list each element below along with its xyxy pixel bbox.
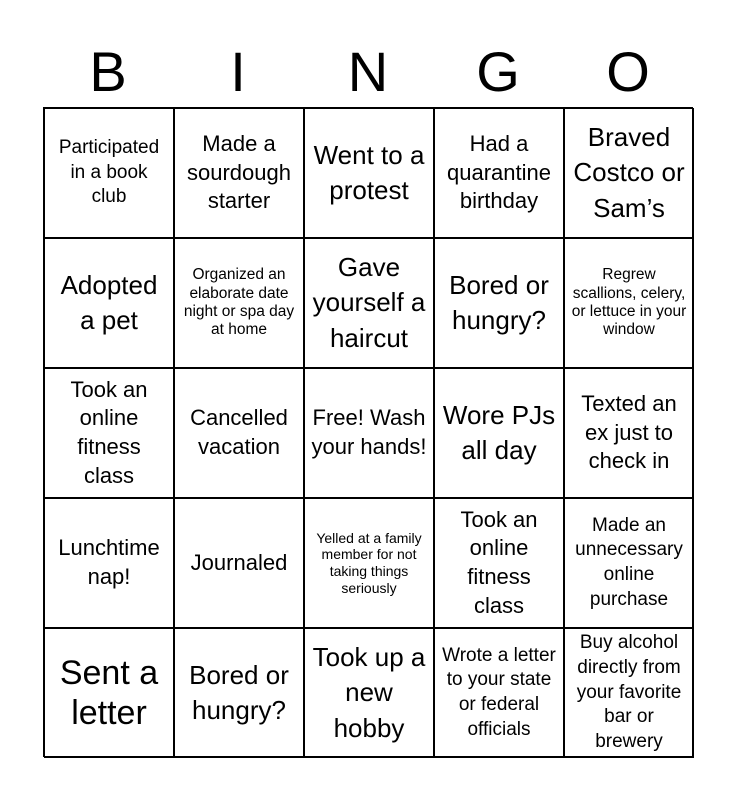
bingo-board <box>43 107 693 757</box>
header-letter-n: N <box>347 40 389 103</box>
bingo-cell[interactable] <box>44 498 174 628</box>
cell-text: Wore PJs all day <box>442 399 556 465</box>
bingo-cell[interactable] <box>304 238 434 368</box>
bingo-cell[interactable] <box>564 108 694 238</box>
cell-text: Lunchtime nap! <box>58 535 160 589</box>
cell-text: Bored or hungry? <box>449 269 549 335</box>
cell-text: Took an online fitness class <box>70 376 148 488</box>
bingo-cell[interactable] <box>174 628 304 758</box>
bingo-cell[interactable] <box>304 498 434 628</box>
bingo-cell[interactable] <box>174 238 304 368</box>
cell-text: Participated in a book club <box>58 136 160 208</box>
bingo-cell[interactable] <box>564 238 694 368</box>
bingo-cell[interactable] <box>434 498 564 628</box>
cell-text: Wrote a letter to your state or federal officials <box>442 644 556 740</box>
cell-text: Went to a protest <box>313 139 425 205</box>
header-letter-g: G <box>476 40 520 103</box>
cell-text: Cancelled vacation <box>190 405 288 459</box>
cell-text: Yelled at a family member for not taking things seriously <box>316 529 422 596</box>
cell-text: Free! Wash your hands! <box>311 405 427 459</box>
bingo-cell[interactable] <box>564 628 694 758</box>
header-letter-o: O <box>606 40 650 103</box>
cell-text: Braved Costco or Sam’s <box>573 122 685 223</box>
cell-text: Adopted a pet <box>60 269 158 335</box>
cell-text: Gave yourself a haircut <box>312 252 426 353</box>
bingo-cell[interactable] <box>564 498 694 628</box>
free-space-cell[interactable] <box>304 368 434 498</box>
cell-text: Took up a new hobby <box>312 642 426 743</box>
cell-text: Journaled <box>190 549 288 575</box>
cell-text: Regrew scallions, celery, or lettuce in your window <box>571 266 687 339</box>
bingo-cell[interactable] <box>174 368 304 498</box>
cell-text: Had a quarantine birthday <box>447 131 551 214</box>
bingo-cell[interactable] <box>434 368 564 498</box>
bingo-cell[interactable] <box>44 368 174 498</box>
header-letter-b: B <box>89 40 127 103</box>
bingo-cell[interactable] <box>174 498 304 628</box>
bingo-cell[interactable] <box>174 108 304 238</box>
bingo-cell[interactable] <box>44 108 174 238</box>
bingo-cell[interactable] <box>304 108 434 238</box>
cell-text: Texted an ex just to check in <box>581 391 677 474</box>
cell-text: Made a sourdough starter <box>187 131 291 214</box>
cell-text: Buy alcohol directly from your favorite bar or brewery <box>576 632 682 753</box>
cell-text: Sent a letter <box>59 653 159 732</box>
bingo-cell[interactable] <box>44 628 174 758</box>
bingo-cell[interactable] <box>434 238 564 368</box>
header-letter-i: I <box>230 40 246 103</box>
cell-text: Took an online fitness class <box>460 506 538 618</box>
bingo-cell[interactable] <box>434 628 564 758</box>
cell-text: Made an unnecessary online purchase <box>575 514 683 610</box>
bingo-cell[interactable] <box>564 368 694 498</box>
cell-text: Organized an elaborate date night or spa day at home <box>183 266 295 339</box>
bingo-cell[interactable] <box>434 108 564 238</box>
bingo-cell[interactable] <box>44 238 174 368</box>
cell-text: Bored or hungry? <box>189 659 289 725</box>
bingo-cell[interactable] <box>304 628 434 758</box>
bingo-header <box>43 38 693 106</box>
